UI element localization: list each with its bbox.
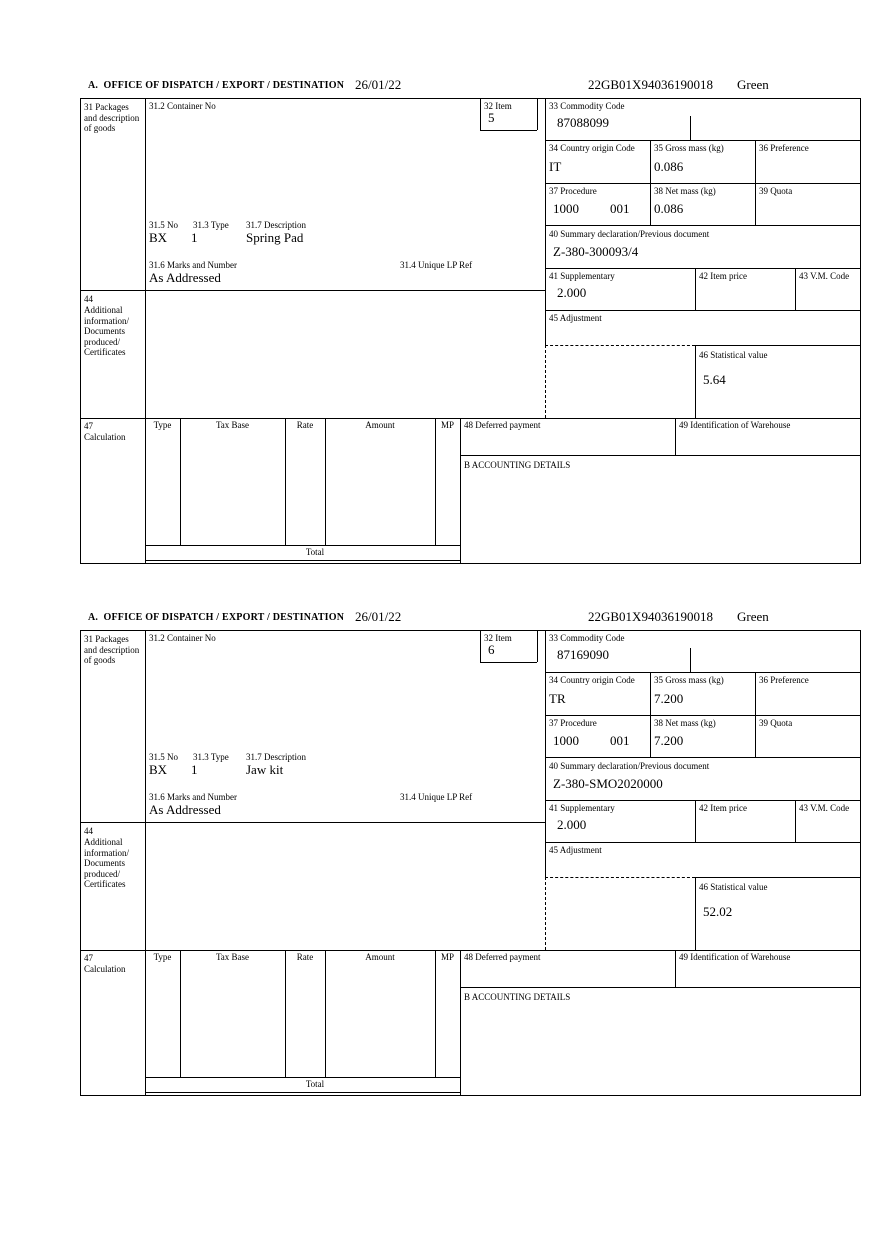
box31-4-unique-lp-ref-label: 31.4 Unique LP Ref <box>400 792 473 802</box>
box36-preference-label: 36 Preference <box>759 675 809 685</box>
box33-commodity-code-label: 33 Commodity Code <box>549 633 625 643</box>
table-bottom-border <box>80 563 861 564</box>
calc-table-right-border <box>460 418 461 563</box>
table-bottom-border <box>80 1095 861 1096</box>
packages-column-divider <box>145 630 146 1096</box>
packages-column-divider <box>145 98 146 564</box>
box33-commodity-code-label: 33 Commodity Code <box>549 101 625 111</box>
supplementary-units-value: 2.000 <box>557 817 587 832</box>
declaration-item-section <box>0 609 882 1102</box>
commodity-code-tick-divider <box>690 116 691 140</box>
marks-value: As Addressed <box>149 802 221 817</box>
table-left-border <box>80 630 81 1096</box>
box42-item-price-label: 42 Item price <box>699 803 747 813</box>
total-row-top-border <box>145 545 461 546</box>
box32-right-border <box>537 98 538 130</box>
procedure-code-value: 1000 <box>553 733 579 748</box>
box36-preference-label: 36 Preference <box>759 143 809 153</box>
box38-net-mass-label: 38 Net mass (kg) <box>654 186 716 196</box>
statistical-value: 5.64 <box>703 372 726 387</box>
box41-row-bottom-border <box>545 310 861 311</box>
box32-right-border <box>537 630 538 662</box>
box47-label: Calculation <box>84 432 126 442</box>
package-count-value: 1 <box>191 230 198 245</box>
box32-bottom-border <box>480 130 537 131</box>
total-label: Total <box>305 1079 325 1089</box>
office-of-dispatch-heading: A. OFFICE OF DISPATCH / EXPORT / DESTINATION <box>88 80 345 91</box>
box34-box35-divider <box>650 140 651 225</box>
box34-row-bottom-border <box>545 715 861 716</box>
box42-box43-divider <box>795 800 796 842</box>
procedure-code-value: 1000 <box>553 201 579 216</box>
table-right-border <box>860 98 861 564</box>
calc-table-right-border <box>460 950 461 1095</box>
table-left-border <box>80 98 81 564</box>
procedure-code-2-value: 001 <box>610 201 630 216</box>
box34-country-origin-label: 34 Country origin Code <box>549 675 635 685</box>
box46-statistical-value-label: 46 Statistical value <box>699 350 768 360</box>
previous-document-value: Z-380-SMO2020000 <box>553 776 663 791</box>
accounting-details-heading: B ACCOUNTING DETAILS <box>464 992 571 1002</box>
calculation-row-top-border <box>80 418 861 419</box>
box31-2-container-label: 31.2 Container No <box>149 633 216 643</box>
box48-deferred-payment-label: 48 Deferred payment <box>464 420 541 430</box>
package-kind-value: BX <box>149 762 168 777</box>
supplementary-units-value: 2.000 <box>557 285 587 300</box>
box47-label: Calculation <box>84 964 126 974</box>
box33-bottom-border <box>545 672 861 673</box>
calc-col-amount-header: Amount <box>365 952 395 962</box>
box32-item-label: 32 Item <box>484 101 512 111</box>
calc-rate-column-divider <box>325 950 326 1077</box>
box41-supplementary-label: 41 Supplementary <box>549 803 615 813</box>
dispatch-date: 26/01/22 <box>355 77 402 92</box>
box32-left-border <box>480 630 481 662</box>
box31-4-unique-lp-ref-label: 31.4 Unique LP Ref <box>400 260 473 270</box>
box31-5-no-label: 31.5 No <box>149 752 178 762</box>
box48-box49-divider <box>675 418 676 455</box>
calc-col-mp-header: MP <box>440 952 454 962</box>
calculation-row-top-border <box>80 950 861 951</box>
box33-bottom-border <box>545 140 861 141</box>
box44-label: Additional information/ Documents produced/ Certificates <box>84 305 129 357</box>
accounting-details-heading: B ACCOUNTING DETAILS <box>464 460 571 470</box>
box43-vm-code-label: 43 V.M. Code <box>799 271 850 281</box>
country-origin-value: TR <box>549 691 566 706</box>
routing-status: Green <box>737 77 769 92</box>
box34-row-bottom-border <box>545 183 861 184</box>
box45-adjustment-label: 45 Adjustment <box>549 313 602 323</box>
box32-left-border <box>480 98 481 130</box>
calc-taxbase-column-divider <box>285 950 286 1077</box>
calc-col-rate-header: Rate <box>296 952 314 962</box>
goods-description-value: Jaw kit <box>246 762 284 777</box>
package-kind-value: BX <box>149 230 168 245</box>
table-right-border <box>860 630 861 1096</box>
box44-number: 44 <box>84 826 93 836</box>
box31-3-type-label: 31.3 Type <box>193 752 229 762</box>
calc-col-taxbase-header: Tax Base <box>215 420 250 430</box>
box42-item-price-label: 42 Item price <box>699 271 747 281</box>
box37-procedure-label: 37 Procedure <box>549 186 597 196</box>
box37-procedure-label: 37 Procedure <box>549 718 597 728</box>
box31-label: 31 Packages and description of goods <box>84 102 140 133</box>
box40-bottom-border <box>545 800 861 801</box>
box47-number: 47 <box>84 421 93 431</box>
box44-number: 44 <box>84 294 93 304</box>
middle-right-divider <box>545 98 546 345</box>
commodity-code-value: 87088099 <box>557 115 609 130</box>
marks-value: As Addressed <box>149 270 221 285</box>
routing-status: Green <box>737 609 769 624</box>
calc-type-column-divider <box>180 418 181 545</box>
box34-country-origin-label: 34 Country origin Code <box>549 143 635 153</box>
box38-net-mass-label: 38 Net mass (kg) <box>654 718 716 728</box>
country-origin-value: IT <box>549 159 562 174</box>
movement-reference-number: 22GB01X94036190018 <box>588 609 713 624</box>
box34-box35-divider <box>650 672 651 757</box>
statistical-area-dashed-divider <box>545 345 546 418</box>
gross-mass-value: 7.200 <box>654 691 684 706</box>
box41-supplementary-label: 41 Supplementary <box>549 271 615 281</box>
packages-area-bottom-border <box>80 822 545 823</box>
calc-col-rate-header: Rate <box>296 420 314 430</box>
box44-label: Additional information/ Documents produced/ Certificates <box>84 837 129 889</box>
box46-left-border <box>695 877 696 950</box>
box42-box43-divider <box>795 268 796 310</box>
box39-quota-label: 39 Quota <box>759 718 793 728</box>
box46-left-border <box>695 345 696 418</box>
calc-amount-column-divider <box>435 950 436 1077</box>
box49-warehouse-label: 49 Identification of Warehouse <box>679 952 791 962</box>
box48-deferred-payment-label: 48 Deferred payment <box>464 952 541 962</box>
commodity-code-tick-divider <box>690 648 691 672</box>
middle-right-divider <box>545 630 546 877</box>
box32-item-label: 32 Item <box>484 633 512 643</box>
calc-col-type-header: Type <box>153 952 172 962</box>
box49-warehouse-label: 49 Identification of Warehouse <box>679 420 791 430</box>
box31-label: 31 Packages and description of goods <box>84 634 140 665</box>
goods-description-value: Spring Pad <box>246 230 304 245</box>
calc-col-mp-header: MP <box>440 420 454 430</box>
calculation-table-bottom-border <box>145 1092 461 1093</box>
box31-3-type-label: 31.3 Type <box>193 220 229 230</box>
previous-document-value: Z-380-300093/4 <box>553 244 639 259</box>
box31-2-container-label: 31.2 Container No <box>149 101 216 111</box>
box37-row-bottom-border <box>545 225 861 226</box>
calc-amount-column-divider <box>435 418 436 545</box>
box47-number: 47 <box>84 953 93 963</box>
box45-bottom-dashed-border <box>545 877 695 878</box>
box35-gross-mass-label: 35 Gross mass (kg) <box>654 675 724 685</box>
dispatch-date: 26/01/22 <box>355 609 402 624</box>
total-row-top-border <box>145 1077 461 1078</box>
statistical-area-dashed-divider <box>545 877 546 950</box>
gross-mass-value: 0.086 <box>654 159 684 174</box>
box32-bottom-border <box>480 662 537 663</box>
net-mass-value: 7.200 <box>654 733 684 748</box>
box31-7-description-label: 31.7 Description <box>246 220 306 230</box>
box43-vm-code-label: 43 V.M. Code <box>799 803 850 813</box>
box48-box49-divider <box>675 950 676 987</box>
box31-6-marks-label: 31.6 Marks and Number <box>149 792 237 802</box>
box40-previous-document-label: 40 Summary declaration/Previous document <box>549 229 710 239</box>
calc-rate-column-divider <box>325 418 326 545</box>
packages-area-bottom-border <box>80 290 545 291</box>
calc-col-taxbase-header: Tax Base <box>215 952 250 962</box>
box48-bottom-border <box>460 987 861 988</box>
box46-statistical-value-label: 46 Statistical value <box>699 882 768 892</box>
procedure-code-2-value: 001 <box>610 733 630 748</box>
box35-box36-divider <box>755 672 756 757</box>
item-number-value: 6 <box>488 642 495 657</box>
box46-top-border <box>695 345 861 346</box>
office-of-dispatch-heading: A. OFFICE OF DISPATCH / EXPORT / DESTINATION <box>88 612 345 623</box>
box41-box42-divider <box>695 800 696 842</box>
commodity-code-value: 87169090 <box>557 647 609 662</box>
box31-7-description-label: 31.7 Description <box>246 752 306 762</box>
box35-box36-divider <box>755 140 756 225</box>
declaration-item-section <box>0 77 882 570</box>
calc-taxbase-column-divider <box>285 418 286 545</box>
box46-top-border <box>695 877 861 878</box>
calc-type-column-divider <box>180 950 181 1077</box>
item-number-value: 5 <box>488 110 495 125</box>
calc-col-amount-header: Amount <box>365 420 395 430</box>
calc-col-type-header: Type <box>153 420 172 430</box>
box41-box42-divider <box>695 268 696 310</box>
statistical-value: 52.02 <box>703 904 733 919</box>
box31-6-marks-label: 31.6 Marks and Number <box>149 260 237 270</box>
box37-row-bottom-border <box>545 757 861 758</box>
box41-row-bottom-border <box>545 842 861 843</box>
net-mass-value: 0.086 <box>654 201 684 216</box>
box35-gross-mass-label: 35 Gross mass (kg) <box>654 143 724 153</box>
box40-bottom-border <box>545 268 861 269</box>
table-top-border <box>80 98 861 99</box>
calculation-table-bottom-border <box>145 560 461 561</box>
package-count-value: 1 <box>191 762 198 777</box>
box40-previous-document-label: 40 Summary declaration/Previous document <box>549 761 710 771</box>
box39-quota-label: 39 Quota <box>759 186 793 196</box>
box48-bottom-border <box>460 455 861 456</box>
table-top-border <box>80 630 861 631</box>
box45-bottom-dashed-border <box>545 345 695 346</box>
box31-5-no-label: 31.5 No <box>149 220 178 230</box>
total-label: Total <box>305 547 325 557</box>
movement-reference-number: 22GB01X94036190018 <box>588 77 713 92</box>
box45-adjustment-label: 45 Adjustment <box>549 845 602 855</box>
